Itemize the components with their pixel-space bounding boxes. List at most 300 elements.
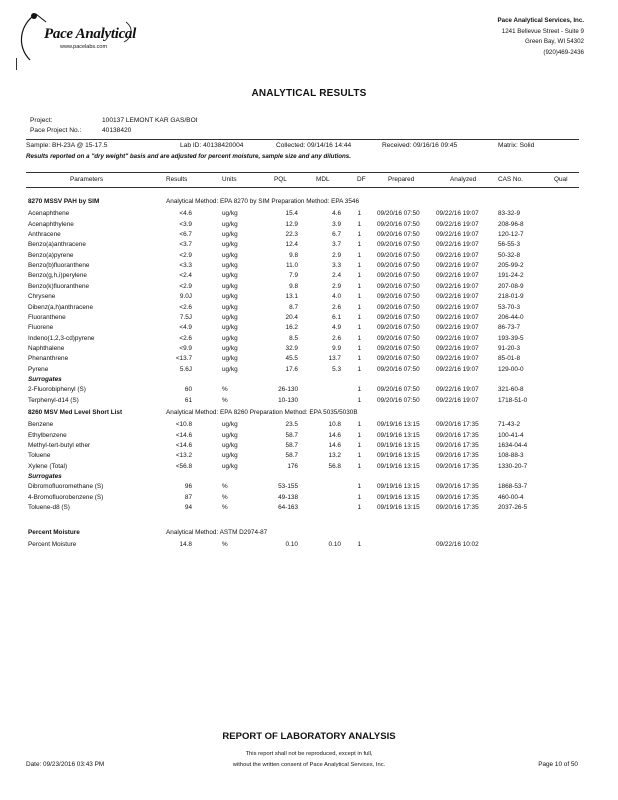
cell-mdl: 10.8 bbox=[328, 421, 341, 429]
collected-date: Collected: 09/14/16 14:44 bbox=[276, 142, 352, 149]
cell-df: 1 bbox=[357, 442, 361, 450]
cell-units: % bbox=[222, 386, 228, 394]
cell-param: Benzo(k)fluoranthene bbox=[28, 282, 90, 290]
cell-pql: 7.9 bbox=[289, 272, 298, 280]
cell-cas: 56-55-3 bbox=[498, 241, 521, 249]
cell-mdl: 3.9 bbox=[332, 220, 341, 228]
cell-analyzed: 09/20/16 17:35 bbox=[436, 493, 479, 501]
cell-prepared: 09/20/16 07:50 bbox=[377, 324, 420, 332]
cell-analyzed: 09/22/16 19:07 bbox=[436, 303, 479, 311]
page-number: Page 10 of 50 bbox=[538, 761, 578, 768]
col-results: Results bbox=[166, 176, 188, 183]
cell-pql: 58.7 bbox=[285, 452, 298, 460]
cell-pql: 17.6 bbox=[285, 365, 298, 373]
cell-pql: 9.8 bbox=[289, 251, 298, 259]
table-header bbox=[0, 176, 618, 186]
cell-cas: 85-01-8 bbox=[498, 355, 521, 363]
col-df: DF bbox=[357, 176, 366, 183]
cell-units: ug/kg bbox=[222, 462, 238, 470]
cell-pql: 58.7 bbox=[285, 442, 298, 450]
cell-cas: 120-12-7 bbox=[498, 231, 524, 239]
cell-df: 1 bbox=[357, 251, 361, 259]
cell-units: ug/kg bbox=[222, 241, 238, 249]
cell-param: Benzo(a)pyrene bbox=[28, 251, 74, 259]
cell-analyzed: 09/22/16 19:07 bbox=[436, 262, 479, 270]
cell-df: 1 bbox=[357, 493, 361, 501]
cell-prepared: 09/19/16 13:15 bbox=[377, 442, 420, 450]
table-row bbox=[0, 452, 618, 462]
cell-df: 1 bbox=[357, 293, 361, 301]
cell-result: <14.6 bbox=[175, 431, 192, 439]
cell-pql: 10-130 bbox=[278, 396, 298, 404]
cell-mdl: 4.9 bbox=[332, 324, 341, 332]
project-label: Project: bbox=[30, 117, 53, 124]
cell-result: <10.8 bbox=[175, 421, 192, 429]
table-row bbox=[0, 355, 618, 365]
table-row bbox=[0, 210, 618, 220]
cell-df: 1 bbox=[357, 365, 361, 373]
cell-analyzed: 09/22/16 19:07 bbox=[436, 241, 479, 249]
pace-project-value: 40138420 bbox=[102, 127, 132, 134]
cell-mdl: 2.6 bbox=[332, 303, 341, 311]
cell-analyzed: 09/22/16 19:07 bbox=[436, 334, 479, 342]
cell-result: <2.6 bbox=[179, 334, 192, 342]
cell-df: 1 bbox=[357, 231, 361, 239]
cell-prepared: 09/19/16 13:15 bbox=[377, 504, 420, 512]
cell-prepared: 09/19/16 13:15 bbox=[377, 483, 420, 491]
cell-analyzed: 09/22/16 19:07 bbox=[436, 220, 479, 228]
cell-df: 1 bbox=[357, 540, 361, 548]
cell-pql: 53-155 bbox=[278, 483, 298, 491]
cell-pql: 26-130 bbox=[278, 386, 298, 394]
footer-title: REPORT OF LABORATORY ANALYSIS bbox=[222, 731, 396, 742]
cell-units: ug/kg bbox=[222, 220, 238, 228]
cell-mdl: 2.9 bbox=[332, 282, 341, 290]
lab-address bbox=[498, 16, 584, 58]
cell-cas: 1868-53-7 bbox=[498, 483, 528, 491]
cell-cas: 86-73-7 bbox=[498, 324, 521, 332]
cell-param: Acenaphthylene bbox=[28, 220, 74, 228]
cell-pql: 9.8 bbox=[289, 282, 298, 290]
cell-param: Toluene bbox=[28, 452, 51, 460]
page-title: ANALYTICAL RESULTS bbox=[251, 88, 367, 99]
cell-param: Surrogates bbox=[28, 375, 62, 383]
cell-analyzed: 09/22/16 19:07 bbox=[436, 355, 479, 363]
divider bbox=[26, 172, 579, 173]
cell-pql: 8.5 bbox=[289, 334, 298, 342]
section-method: Analytical Method: EPA 8260 Preparation Method: EPA 5035/5030B bbox=[166, 409, 358, 416]
cell-units: ug/kg bbox=[222, 313, 238, 321]
cell-result: <9.9 bbox=[179, 344, 192, 352]
col-units: Units bbox=[222, 176, 237, 183]
cell-param: Benzo(b)fluoranthene bbox=[28, 262, 90, 270]
cell-prepared: 09/19/16 13:15 bbox=[377, 452, 420, 460]
cell-units: % bbox=[222, 396, 228, 404]
cell-result: 94 bbox=[184, 504, 192, 512]
cell-mdl: 6.7 bbox=[332, 231, 341, 239]
cell-param: Xylene (Total) bbox=[28, 462, 68, 470]
cell-pql: 23.5 bbox=[285, 421, 298, 429]
cell-param: Acenaphthene bbox=[28, 210, 70, 218]
table-row bbox=[0, 442, 618, 452]
surrogates-subheader bbox=[0, 473, 618, 483]
cell-result: 14.8 bbox=[179, 540, 192, 548]
cell-param: Dibenz(a,h)anthracene bbox=[28, 303, 94, 311]
cell-param: Indeno(1,2,3-cd)pyrene bbox=[28, 334, 95, 342]
cell-prepared: 09/20/16 07:50 bbox=[377, 355, 420, 363]
cell-df: 1 bbox=[357, 313, 361, 321]
cell-param: Terphenyl-d14 (S) bbox=[28, 396, 79, 404]
cell-analyzed: 09/22/16 19:07 bbox=[436, 386, 479, 394]
footer-note-line-1: This report shall not be reproduced, except in full, bbox=[245, 751, 373, 757]
cell-param: Anthracene bbox=[28, 231, 61, 239]
cell-mdl: 0.10 bbox=[328, 540, 341, 548]
cell-units: ug/kg bbox=[222, 251, 238, 259]
cell-result: <6.7 bbox=[179, 231, 192, 239]
cell-pql: 13.1 bbox=[285, 293, 298, 301]
cell-mdl: 56.8 bbox=[328, 462, 341, 470]
cell-mdl: 2.6 bbox=[332, 334, 341, 342]
col-analyzed: Analyzed bbox=[450, 176, 477, 183]
cell-mdl: 14.6 bbox=[328, 442, 341, 450]
cell-cas: 1634-04-4 bbox=[498, 442, 528, 450]
cell-units: ug/kg bbox=[222, 442, 238, 450]
cell-units: ug/kg bbox=[222, 452, 238, 460]
cell-df: 1 bbox=[357, 462, 361, 470]
cell-cas: 191-24-2 bbox=[498, 272, 524, 280]
cell-result: 7.5J bbox=[179, 313, 192, 321]
cell-param: Methyl-tert-butyl ether bbox=[28, 442, 91, 450]
cell-cas: 71-43-2 bbox=[498, 421, 521, 429]
cell-analyzed: 09/22/16 19:07 bbox=[436, 365, 479, 373]
cell-units: ug/kg bbox=[222, 324, 238, 332]
cell-cas: 53-70-3 bbox=[498, 303, 521, 311]
cell-df: 1 bbox=[357, 504, 361, 512]
cell-result: <2.4 bbox=[179, 272, 192, 280]
table-row bbox=[0, 366, 618, 376]
cell-mdl: 4.0 bbox=[332, 293, 341, 301]
matrix: Matrix: Solid bbox=[498, 142, 535, 149]
cell-pql: 22.3 bbox=[285, 231, 298, 239]
cell-result: 5.6J bbox=[179, 365, 192, 373]
section-name: Percent Moisture bbox=[28, 528, 80, 536]
cell-df: 1 bbox=[357, 386, 361, 394]
cell-cas: 83-32-9 bbox=[498, 210, 521, 218]
col-pql: PQL bbox=[274, 176, 287, 183]
table-row bbox=[0, 483, 618, 493]
cell-mdl: 13.2 bbox=[328, 452, 341, 460]
cell-prepared: 09/20/16 07:50 bbox=[377, 262, 420, 270]
cell-df: 1 bbox=[357, 483, 361, 491]
cell-prepared: 09/19/16 13:15 bbox=[377, 462, 420, 470]
cell-analyzed: 09/22/16 19:07 bbox=[436, 251, 479, 259]
cell-analyzed: 09/22/16 19:07 bbox=[436, 282, 479, 290]
cell-prepared: 09/20/16 07:50 bbox=[377, 251, 420, 259]
cell-result: <13.2 bbox=[175, 452, 192, 460]
address-line-2: Green Bay, WI 54302 bbox=[524, 38, 584, 45]
cell-prepared: 09/20/16 07:50 bbox=[377, 220, 420, 228]
cell-result: 61 bbox=[184, 396, 192, 404]
cell-df: 1 bbox=[357, 272, 361, 280]
cell-analyzed: 09/22/16 19:07 bbox=[436, 396, 479, 404]
table-row bbox=[0, 304, 618, 314]
cell-df: 1 bbox=[357, 324, 361, 332]
cell-mdl: 14.6 bbox=[328, 431, 341, 439]
cell-cas: 1718-51-0 bbox=[498, 396, 528, 404]
table-row bbox=[0, 314, 618, 324]
cell-cas: 100-41-4 bbox=[498, 431, 524, 439]
cell-param: Fluoranthene bbox=[28, 313, 66, 321]
cell-prepared: 09/20/16 07:50 bbox=[377, 334, 420, 342]
table-row bbox=[0, 432, 618, 442]
cell-units: ug/kg bbox=[222, 365, 238, 373]
cell-result: <56.8 bbox=[175, 462, 192, 470]
table-row bbox=[0, 293, 618, 303]
cell-mdl: 3.3 bbox=[332, 262, 341, 270]
cell-cas: 91-20-3 bbox=[498, 344, 521, 352]
table-row bbox=[0, 252, 618, 262]
cell-df: 1 bbox=[357, 303, 361, 311]
cell-pql: 32.9 bbox=[285, 344, 298, 352]
footer-date: Date: 09/23/2016 03:43 PM bbox=[26, 761, 105, 768]
cell-cas: 460-00-4 bbox=[498, 493, 524, 501]
cell-result: <3.7 bbox=[179, 241, 192, 249]
cell-prepared: 09/19/16 13:15 bbox=[377, 493, 420, 501]
cell-pql: 64-163 bbox=[278, 504, 298, 512]
cell-pql: 12.9 bbox=[285, 220, 298, 228]
cell-param: Dibromofluoromethane (S) bbox=[28, 483, 104, 491]
cell-prepared: 09/19/16 13:15 bbox=[377, 431, 420, 439]
cell-units: ug/kg bbox=[222, 421, 238, 429]
cell-pql: 0.10 bbox=[285, 540, 298, 548]
project-value: 100137 LEMONT KAR GAS/BOI bbox=[102, 117, 198, 124]
cell-units: % bbox=[222, 483, 228, 491]
table-row bbox=[0, 324, 618, 334]
divider bbox=[26, 139, 579, 140]
cell-cas: 108-88-3 bbox=[498, 452, 524, 460]
cell-mdl: 6.1 bbox=[332, 313, 341, 321]
sample-id: Sample: BH-23A @ 15-17.5 bbox=[26, 142, 108, 149]
cell-df: 1 bbox=[357, 262, 361, 270]
cell-units: ug/kg bbox=[222, 431, 238, 439]
cell-param: Toluene-d8 (S) bbox=[28, 504, 70, 512]
cell-result: <3.3 bbox=[179, 262, 192, 270]
cell-pql: 49-138 bbox=[278, 493, 298, 501]
cell-analyzed: 09/20/16 17:35 bbox=[436, 452, 479, 460]
cell-analyzed: 09/22/16 19:07 bbox=[436, 231, 479, 239]
cell-cas: 218-01-9 bbox=[498, 293, 524, 301]
cell-mdl: 5.3 bbox=[332, 365, 341, 373]
cell-units: ug/kg bbox=[222, 293, 238, 301]
cell-pql: 20.4 bbox=[285, 313, 298, 321]
cell-param: Ethylbenzene bbox=[28, 431, 67, 439]
footer-note-line-2: without the written consent of Pace Analytical Services, Inc. bbox=[232, 762, 386, 768]
cell-result: <2.6 bbox=[179, 303, 192, 311]
address-line-1: 1241 Bellevue Street - Suite 9 bbox=[501, 27, 584, 35]
cell-prepared: 09/20/16 07:50 bbox=[377, 282, 420, 290]
cell-pql: 8.7 bbox=[289, 303, 298, 311]
received-date: Received: 09/16/16 09:45 bbox=[382, 142, 458, 149]
pace-project-label: Pace Project No.: bbox=[30, 127, 82, 134]
cell-param: Pyrene bbox=[28, 365, 49, 373]
table-row bbox=[0, 463, 618, 473]
logo-rule bbox=[16, 58, 17, 70]
logo-text: Pace Analytical bbox=[44, 26, 137, 42]
cell-df: 1 bbox=[357, 355, 361, 363]
cell-result: <14.6 bbox=[175, 442, 192, 450]
divider bbox=[26, 187, 579, 188]
cell-df: 1 bbox=[357, 282, 361, 290]
cell-df: 1 bbox=[357, 334, 361, 342]
cell-analyzed: 09/20/16 17:35 bbox=[436, 442, 479, 450]
section-method: Analytical Method: ASTM D2974-87 bbox=[166, 528, 268, 536]
cell-units: ug/kg bbox=[222, 262, 238, 270]
table-row bbox=[0, 397, 618, 407]
cell-pql: 15.4 bbox=[285, 210, 298, 218]
cell-df: 1 bbox=[357, 210, 361, 218]
cell-units: ug/kg bbox=[222, 355, 238, 363]
cell-prepared: 09/20/16 07:50 bbox=[377, 293, 420, 301]
cell-df: 1 bbox=[357, 396, 361, 404]
cell-prepared: 09/20/16 07:50 bbox=[377, 241, 420, 249]
col-prepared: Prepared bbox=[388, 176, 415, 183]
section-name: 8260 MSV Med Level Short List bbox=[28, 409, 123, 416]
cell-cas: 129-00-0 bbox=[498, 365, 524, 373]
cell-mdl: 4.6 bbox=[332, 210, 341, 218]
table-row bbox=[0, 231, 618, 241]
table-row bbox=[0, 221, 618, 231]
table-row bbox=[0, 283, 618, 293]
cell-result: <13.7 bbox=[175, 355, 192, 363]
cell-analyzed: 09/22/16 19:07 bbox=[436, 313, 479, 321]
cell-df: 1 bbox=[357, 452, 361, 460]
cell-mdl: 2.9 bbox=[332, 251, 341, 259]
cell-df: 1 bbox=[357, 241, 361, 249]
table-row bbox=[0, 504, 618, 514]
cell-result: <2.9 bbox=[179, 282, 192, 290]
cell-param: Chrysene bbox=[28, 293, 56, 301]
table-row bbox=[0, 541, 618, 551]
cell-units: ug/kg bbox=[222, 231, 238, 239]
cell-result: 9.0J bbox=[179, 293, 192, 301]
cell-units: % bbox=[222, 540, 228, 548]
section-header bbox=[0, 409, 618, 419]
cell-param: Surrogates bbox=[28, 473, 62, 481]
cell-cas: 206-44-0 bbox=[498, 313, 524, 321]
cell-analyzed: 09/22/16 19:07 bbox=[436, 324, 479, 332]
cell-prepared: 09/20/16 07:50 bbox=[377, 344, 420, 352]
cell-cas: 2037-26-5 bbox=[498, 504, 528, 512]
col-cas: CAS No. bbox=[498, 176, 523, 183]
cell-pql: 16.2 bbox=[285, 324, 298, 332]
cell-prepared: 09/20/16 07:50 bbox=[377, 386, 420, 394]
cell-analyzed: 09/20/16 17:35 bbox=[436, 421, 479, 429]
cell-result: <3.9 bbox=[179, 220, 192, 228]
cell-param: Benzo(g,h,i)perylene bbox=[28, 272, 87, 280]
cell-analyzed: 09/20/16 17:35 bbox=[436, 504, 479, 512]
table-row bbox=[0, 335, 618, 345]
lab-id: Lab ID: 40138420004 bbox=[180, 142, 244, 149]
cell-prepared: 09/20/16 07:50 bbox=[377, 396, 420, 404]
table-row bbox=[0, 494, 618, 504]
cell-result: <4.9 bbox=[179, 324, 192, 332]
cell-prepared: 09/20/16 07:50 bbox=[377, 272, 420, 280]
section-name: 8270 MSSV PAH by SIM bbox=[28, 198, 100, 205]
logo-url: www.pacelabs.com bbox=[60, 44, 108, 50]
cell-units: % bbox=[222, 504, 228, 512]
cell-result: 96 bbox=[184, 483, 192, 491]
table-row bbox=[0, 345, 618, 355]
cell-df: 1 bbox=[357, 431, 361, 439]
surrogates-subheader bbox=[0, 376, 618, 386]
cell-result: 87 bbox=[184, 493, 192, 501]
cell-analyzed: 09/20/16 17:35 bbox=[436, 462, 479, 470]
table-row bbox=[0, 241, 618, 251]
table-row bbox=[0, 386, 618, 396]
cell-cas: 193-39-5 bbox=[498, 334, 524, 342]
cell-df: 1 bbox=[357, 421, 361, 429]
section-header bbox=[0, 529, 618, 539]
cell-units: ug/kg bbox=[222, 334, 238, 342]
cell-analyzed: 09/20/16 17:35 bbox=[436, 431, 479, 439]
cell-units: ug/kg bbox=[222, 344, 238, 352]
cell-param: 2-Fluorobiphenyl (S) bbox=[28, 386, 86, 394]
cell-cas: 207-08-9 bbox=[498, 282, 524, 290]
cell-cas: 205-99-2 bbox=[498, 262, 524, 270]
cell-mdl: 2.4 bbox=[332, 272, 341, 280]
cell-cas: 321-60-8 bbox=[498, 386, 524, 394]
cell-prepared: 09/19/16 13:15 bbox=[377, 421, 420, 429]
cell-analyzed: 09/22/16 19:07 bbox=[436, 272, 479, 280]
cell-units: ug/kg bbox=[222, 303, 238, 311]
results-note: Results reported on a "dry weight" basis and are adjusted for percent moisture, sample size and any dilutions. bbox=[26, 153, 351, 160]
col-parameters: Parameters bbox=[70, 176, 104, 183]
cell-mdl: 9.9 bbox=[332, 344, 341, 352]
address-line-0: Pace Analytical Services, Inc. bbox=[497, 17, 584, 24]
cell-units: % bbox=[222, 493, 228, 501]
cell-param: Benzene bbox=[28, 421, 54, 429]
cell-units: ug/kg bbox=[222, 282, 238, 290]
col-mdl: MDL bbox=[316, 176, 330, 183]
cell-mdl: 3.7 bbox=[332, 241, 341, 249]
cell-analyzed: 09/22/16 19:07 bbox=[436, 293, 479, 301]
table-row bbox=[0, 262, 618, 272]
cell-df: 1 bbox=[357, 220, 361, 228]
table-row bbox=[0, 421, 618, 431]
cell-param: Naphthalene bbox=[28, 344, 65, 352]
cell-param: Benzo(a)anthracene bbox=[28, 241, 86, 249]
cell-param: Phenanthrene bbox=[28, 355, 69, 363]
cell-prepared: 09/20/16 07:50 bbox=[377, 303, 420, 311]
cell-mdl: 13.7 bbox=[328, 355, 341, 363]
section-method: Analytical Method: EPA 8270 by SIM Preparation Method: EPA 3546 bbox=[166, 198, 360, 205]
cell-pql: 176 bbox=[287, 462, 298, 470]
cell-result: <4.6 bbox=[179, 210, 192, 218]
cell-cas: 50-32-8 bbox=[498, 251, 521, 259]
cell-analyzed: 09/20/16 17:35 bbox=[436, 483, 479, 491]
cell-analyzed: 09/22/16 19:07 bbox=[436, 344, 479, 352]
cell-units: ug/kg bbox=[222, 272, 238, 280]
section-header bbox=[0, 198, 618, 208]
cell-pql: 11.0 bbox=[286, 262, 298, 270]
cell-prepared: 09/20/16 07:50 bbox=[377, 210, 420, 218]
cell-pql: 45.5 bbox=[285, 355, 298, 363]
cell-analyzed: 09/22/16 10:02 bbox=[436, 540, 479, 548]
cell-prepared: 09/20/16 07:50 bbox=[377, 365, 420, 373]
cell-pql: 58.7 bbox=[285, 431, 298, 439]
cell-param: Fluorene bbox=[28, 324, 54, 332]
cell-analyzed: 09/22/16 19:07 bbox=[436, 210, 479, 218]
